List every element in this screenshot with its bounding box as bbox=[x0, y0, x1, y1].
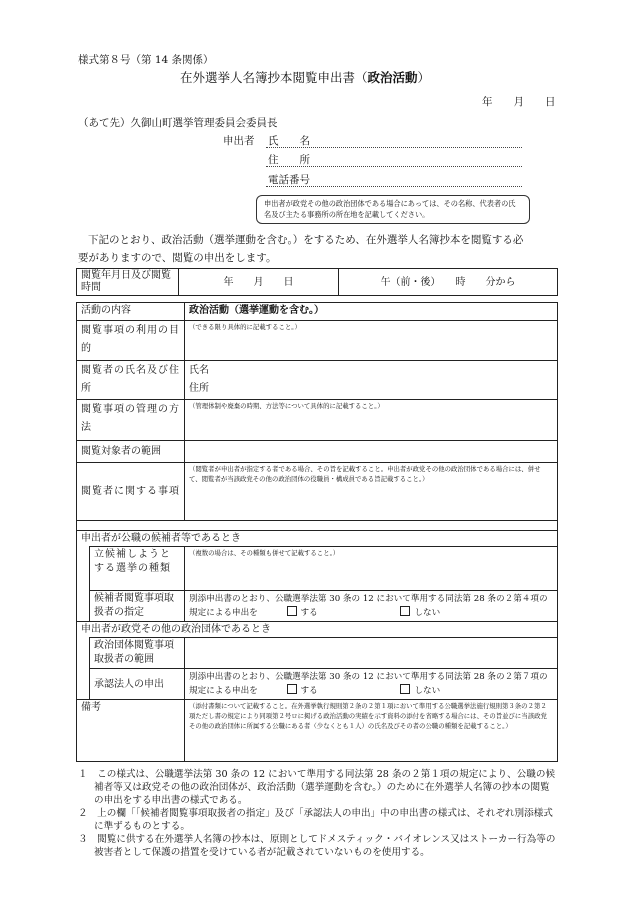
remarks-label: 備考 bbox=[77, 700, 185, 762]
party-header: 申出者が政党その他の政治団体であるとき bbox=[77, 622, 558, 638]
candidate-donot-label: しない bbox=[414, 608, 441, 618]
intro-line-1: 下記のとおり、政治活動（選挙運動を含む。）をするため、在外選挙人名簿抄本を閲覧する必 bbox=[88, 234, 524, 246]
footnote-2: ２ 上の欄「「候補者閲覧事項取扱者の指定」及び「承認法人の申出」中の申出書の様式は、それぞれ別添様式に準ずるものとする。 bbox=[78, 808, 553, 832]
view-time: 午（前・後） 時 分から bbox=[380, 276, 516, 288]
candidate-do-option[interactable] bbox=[287, 608, 318, 618]
form-number: 様式第８号（第 14 条関係） bbox=[78, 54, 214, 66]
remarks-note: （添付書類について記載すること。在外選挙執行規則第２条の２第１項において準用する公職選挙法施行規則第３条の２第２項ただし書の規定により同項第２号ロに掲げる政治活動の実績を示す資料の添付を省略する場合には、その旨並びに当該政党その他の政治団体に所属する公職にある者（少なくとも１人）の氏名及びその者の公職の種類を記載すること。） bbox=[189, 702, 547, 730]
election-note: （複数の場合は、その種類も併せて記載すること。） bbox=[189, 549, 340, 557]
footnote-3: ３ 閲覧に供する在外選挙人名簿の抄本は、原則としてドメスティック・バイオレンス又はストーカー行為等の被害者として保護の措置を受けている者が記載されていないものを使用する。 bbox=[78, 834, 556, 858]
candidate-handler-text: 別添申出書のとおり、公職選挙法第 30 条の 12 において準用する同法第 28 条の２第４項の規定による申出を bbox=[189, 594, 548, 618]
view-time-cell[interactable] bbox=[339, 269, 558, 296]
candidate-handler-cell bbox=[185, 591, 558, 622]
checkbox-icon[interactable] bbox=[287, 606, 297, 616]
purpose-cell[interactable] bbox=[185, 321, 558, 361]
footnotes bbox=[78, 768, 558, 859]
approved-do-option[interactable] bbox=[287, 686, 318, 696]
address-line[interactable] bbox=[266, 166, 522, 167]
party-scope-cell[interactable] bbox=[185, 638, 558, 669]
indent-cell bbox=[77, 547, 90, 591]
approved-cell bbox=[185, 669, 558, 700]
viewer-name: 氏名 bbox=[189, 365, 209, 376]
page-title bbox=[180, 68, 430, 86]
management-label: 閲覧事項の管理の方法 bbox=[77, 400, 185, 441]
remarks-cell[interactable] bbox=[185, 700, 558, 762]
bracket-note: 申出者が政党その他の政治団体である場合にあっては、その名称、代表者の氏名及び主たる事務所の所在地を記載してください。 bbox=[264, 199, 516, 219]
scope-label: 閲覧対象者の範囲 bbox=[77, 441, 185, 463]
viewer-label: 閲覧者の氏名及び住所 bbox=[77, 361, 185, 400]
approved-label: 承認法人の申出 bbox=[90, 669, 185, 700]
title-close: ） bbox=[417, 70, 431, 85]
name-line[interactable] bbox=[266, 147, 522, 148]
candidate-handler-label: 候補者閲覧事項取扱者の指定 bbox=[90, 591, 185, 622]
detail-table bbox=[76, 302, 558, 762]
date-line: 年 月 日 bbox=[482, 96, 556, 108]
party-scope-label: 政治団体閲覧事項取扱者の範囲 bbox=[90, 638, 185, 669]
purpose-note: （できる限り具体的に記載すること。） bbox=[189, 323, 301, 331]
address-label: 住 所 bbox=[268, 154, 310, 166]
approved-do-label: する bbox=[300, 686, 318, 696]
scope-cell[interactable] bbox=[185, 441, 558, 463]
approved-donot-option[interactable] bbox=[400, 686, 440, 696]
indent-cell bbox=[77, 591, 90, 622]
approved-donot-label: しない bbox=[414, 686, 441, 696]
title-text: 在外選挙人名簿抄本閲覧申出書（ bbox=[180, 70, 368, 85]
footnote-1: １ この様式は、公職選挙法第 30 条の 12 において準用する同法第 28 条の２第１項の規定により、公職の候補者等又は政党その他の政治団体が、政治活動（選挙運動を含む。）のために在外選挙人名簿の抄本の閲覧の申出をする申出書の様式である。 bbox=[78, 769, 556, 806]
approved-text: 別添申出書のとおり、公職選挙法第 30 条の 12 において準用する同法第 28 条の２第７項の規定による申出を bbox=[189, 672, 548, 696]
election-label: 立候補しようとする選挙の種類 bbox=[90, 547, 185, 591]
about-cell[interactable] bbox=[185, 463, 558, 521]
indent-cell bbox=[77, 669, 90, 700]
intro-line-2: 要がありますので、閲覧の申出をします。 bbox=[78, 252, 277, 264]
checkbox-icon[interactable] bbox=[400, 606, 410, 616]
activity-value: 政治活動（選挙運動を含む。） bbox=[185, 303, 558, 321]
view-date-cell[interactable] bbox=[179, 269, 339, 296]
purpose-label: 閲覧事項の利用の目的 bbox=[77, 321, 185, 361]
view-date: 年 月 日 bbox=[223, 276, 294, 288]
viewer-address: 住所 bbox=[189, 383, 209, 394]
activity-label: 活動の内容 bbox=[77, 303, 185, 321]
phone-line[interactable] bbox=[266, 186, 522, 187]
indent-cell bbox=[77, 638, 90, 669]
addressee: （あて先）久御山町選挙管理委員会委員長 bbox=[78, 117, 278, 129]
election-cell[interactable] bbox=[185, 547, 558, 591]
management-note: （管理体制や廃棄の時期、方法等について具体的に記載すること。） bbox=[189, 402, 384, 410]
candidate-header: 申出者が公職の候補者等であるとき bbox=[77, 531, 558, 547]
checkbox-icon[interactable] bbox=[287, 684, 297, 694]
candidate-donot-option[interactable] bbox=[400, 608, 440, 618]
title-bold: 政治活動 bbox=[367, 70, 418, 85]
candidate-do-label: する bbox=[300, 608, 318, 618]
about-note: （閲覧者が申出者が指定する者である場合、その旨を記載すること。申出者が政党その他の政治団体である場合には、併せて、閲覧者が当該政党その他の政治団体の役職員・構成員である旨記載すること。） bbox=[189, 465, 541, 483]
datetime-table bbox=[76, 268, 558, 296]
phone-label: 電話番号 bbox=[268, 174, 310, 186]
management-cell[interactable] bbox=[185, 400, 558, 441]
viewer-cell[interactable] bbox=[185, 361, 558, 400]
name-label: 氏 名 bbox=[268, 135, 310, 147]
checkbox-icon[interactable] bbox=[400, 684, 410, 694]
applicant-label: 申出者 bbox=[223, 135, 255, 147]
datetime-label: 閲覧年月日及び閲覧時間 bbox=[77, 269, 179, 296]
about-label: 閲覧者に関する事項 bbox=[77, 463, 185, 521]
